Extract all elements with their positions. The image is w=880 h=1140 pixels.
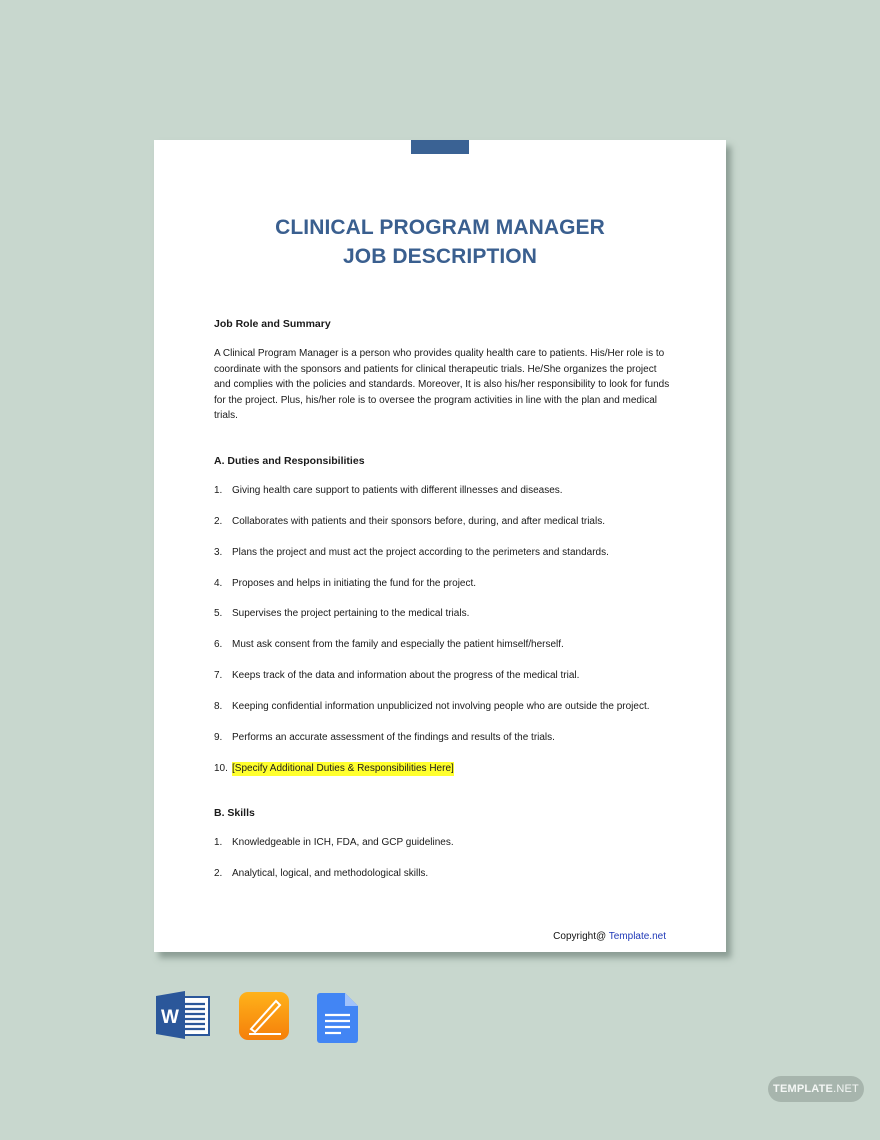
- item-number: 5.: [214, 608, 223, 620]
- item-number: 3.: [214, 546, 223, 558]
- item-text: Knowledgeable in ICH, FDA, and GCP guidelines.: [232, 836, 454, 848]
- badge-bold: TEMPLATE: [773, 1083, 834, 1095]
- item-number: 7.: [214, 670, 223, 682]
- copyright: [553, 931, 666, 942]
- word-icon[interactable]: [155, 990, 211, 1040]
- item-number: 9.: [214, 731, 223, 743]
- item-number: 6.: [214, 639, 223, 651]
- skills-section: [214, 807, 674, 881]
- title-line-1: CLINICAL PROGRAM MANAGER: [275, 216, 605, 239]
- item-text: Performs an accurate assessment of the findings and results of the trials.: [232, 731, 555, 743]
- list-item: [214, 731, 674, 745]
- list-item: [214, 607, 674, 621]
- google-docs-icon[interactable]: [317, 990, 361, 1044]
- skills-heading: B. Skills: [214, 806, 255, 819]
- template-net-badge[interactable]: [768, 1076, 864, 1102]
- duties-section: [214, 455, 674, 776]
- item-text: Plans the project and must act the project according to the perimeters and standards.: [232, 546, 609, 558]
- item-number: 1.: [214, 836, 223, 848]
- list-item: [214, 867, 674, 881]
- document-title: [154, 213, 726, 271]
- duties-heading: A. Duties and Responsibilities: [214, 454, 365, 467]
- summary-heading: Job Role and Summary: [214, 318, 331, 330]
- header-accent-tab: [411, 140, 469, 154]
- item-number: 8.: [214, 701, 223, 713]
- list-item: [214, 515, 674, 529]
- item-text: Giving health care support to patients with different illnesses and diseases.: [232, 484, 563, 496]
- list-item: [214, 546, 674, 560]
- duties-list: [214, 484, 674, 776]
- svg-text:W: W: [161, 1007, 179, 1028]
- item-number: 2.: [214, 515, 223, 527]
- item-text: Keeping confidential information unpublicized not involving people who are outside the project.: [232, 701, 650, 713]
- item-text: Collaborates with patients and their sponsors before, during, and after medical trials.: [232, 515, 605, 527]
- list-item: [214, 700, 674, 714]
- item-number: 1.: [214, 484, 223, 496]
- title-line-2: JOB DESCRIPTION: [342, 245, 538, 268]
- list-item: [214, 762, 674, 776]
- skills-list: [214, 836, 674, 881]
- item-number: 2.: [214, 867, 223, 879]
- item-number: 4.: [214, 577, 223, 589]
- placeholder-highlight: [Specify Additional Duties & Responsibilities Here]: [232, 762, 454, 774]
- list-item: [214, 484, 674, 498]
- list-item: [214, 577, 674, 591]
- list-item: [214, 836, 674, 850]
- item-number: 10.: [214, 762, 228, 774]
- document-page: [154, 140, 726, 952]
- copyright-label: Copyright@: [553, 931, 607, 942]
- pages-icon[interactable]: [239, 990, 289, 1040]
- item-text: Keeps track of the data and information about the progress of the medical trial.: [232, 670, 580, 682]
- badge-light: .NET: [833, 1083, 859, 1095]
- list-item: [214, 669, 674, 683]
- item-text: Analytical, logical, and methodological skills.: [232, 867, 429, 879]
- item-text: Supervises the project pertaining to the medical trials.: [232, 608, 470, 620]
- item-text: Proposes and helps in initiating the fund for the project.: [232, 577, 477, 589]
- summary-paragraph: A Clinical Program Manager is a person who provides quality health care to patients. His/Her role is to coordinate with the sponsors and patients for clinical therapeutic trials. He/She organizes the project and complies with the policies and standards. Moreover, It is also his/her responsibility to look for funds for the project. Plus, his/her role is to oversee the program activities in line with the plan and medical trials.: [214, 348, 670, 422]
- list-item: [214, 638, 674, 652]
- document-body: [214, 318, 674, 881]
- template-net-link[interactable]: Template.net: [608, 931, 666, 942]
- item-text: Must ask consent from the family and especially the patient himself/herself.: [232, 639, 564, 651]
